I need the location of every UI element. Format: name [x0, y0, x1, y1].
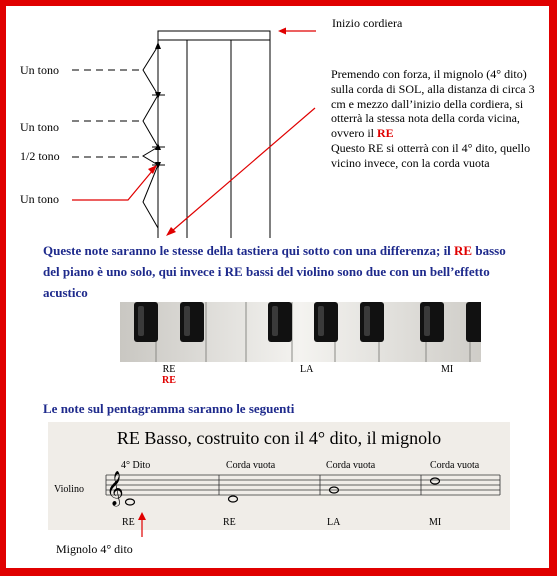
label-half-tone: 1/2 tono [20, 149, 60, 163]
explanation-re: RE [377, 126, 394, 141]
key-label-la: LA [300, 364, 314, 375]
measure-above-2: Corda vuota [226, 460, 276, 471]
measure-above-3: Corda vuota [326, 460, 376, 471]
finger-caption: Mignolo 4° dito [56, 542, 133, 556]
staff-heading: Le note sul pentagramma saranno le seguenti [43, 401, 295, 416]
staff-title: RE Basso, costruito con il 4° dito, il mignolo [116, 428, 442, 448]
explanation-part-1: Premendo con forza, il mignolo (4° dito) sulla corda di SOL, alla distanza di circa 3 cm e mezzo dall’inizio della cordiera, si otterrà la stessa nota della corda vicina, ovvero il [331, 67, 535, 141]
nut-label: Inizio cordiera [332, 16, 403, 30]
label-tone-1: Un tono [20, 63, 59, 77]
measure-below-2: RE [223, 517, 236, 528]
label-tone-3: Un tono [20, 192, 59, 206]
measure-below-1: RE [122, 517, 135, 528]
piano-description: Queste note saranno le stesse della tastiera qui sotto con una differenza; il RE basso del piano è uno solo, qui invece i RE bassi del violino sono due con un bell’effetto acustico [43, 243, 506, 300]
key-label-mi: MI [441, 364, 454, 375]
measure-above-1: 4° Dito [121, 460, 151, 471]
explanation-part-2: Questo RE si otterrà con il 4° dito, quello vicino invece, con la corda vuota [331, 140, 531, 170]
measure-above-4: Corda vuota [430, 460, 480, 471]
label-tone-2: Un tono [20, 120, 59, 134]
treble-clef: 𝄞 [106, 471, 124, 506]
key-label-re: RE RE [162, 364, 176, 386]
measure-below-4: MI [429, 517, 442, 528]
instrument-label: Violino [54, 484, 84, 495]
measure-below-3: LA [327, 517, 341, 528]
